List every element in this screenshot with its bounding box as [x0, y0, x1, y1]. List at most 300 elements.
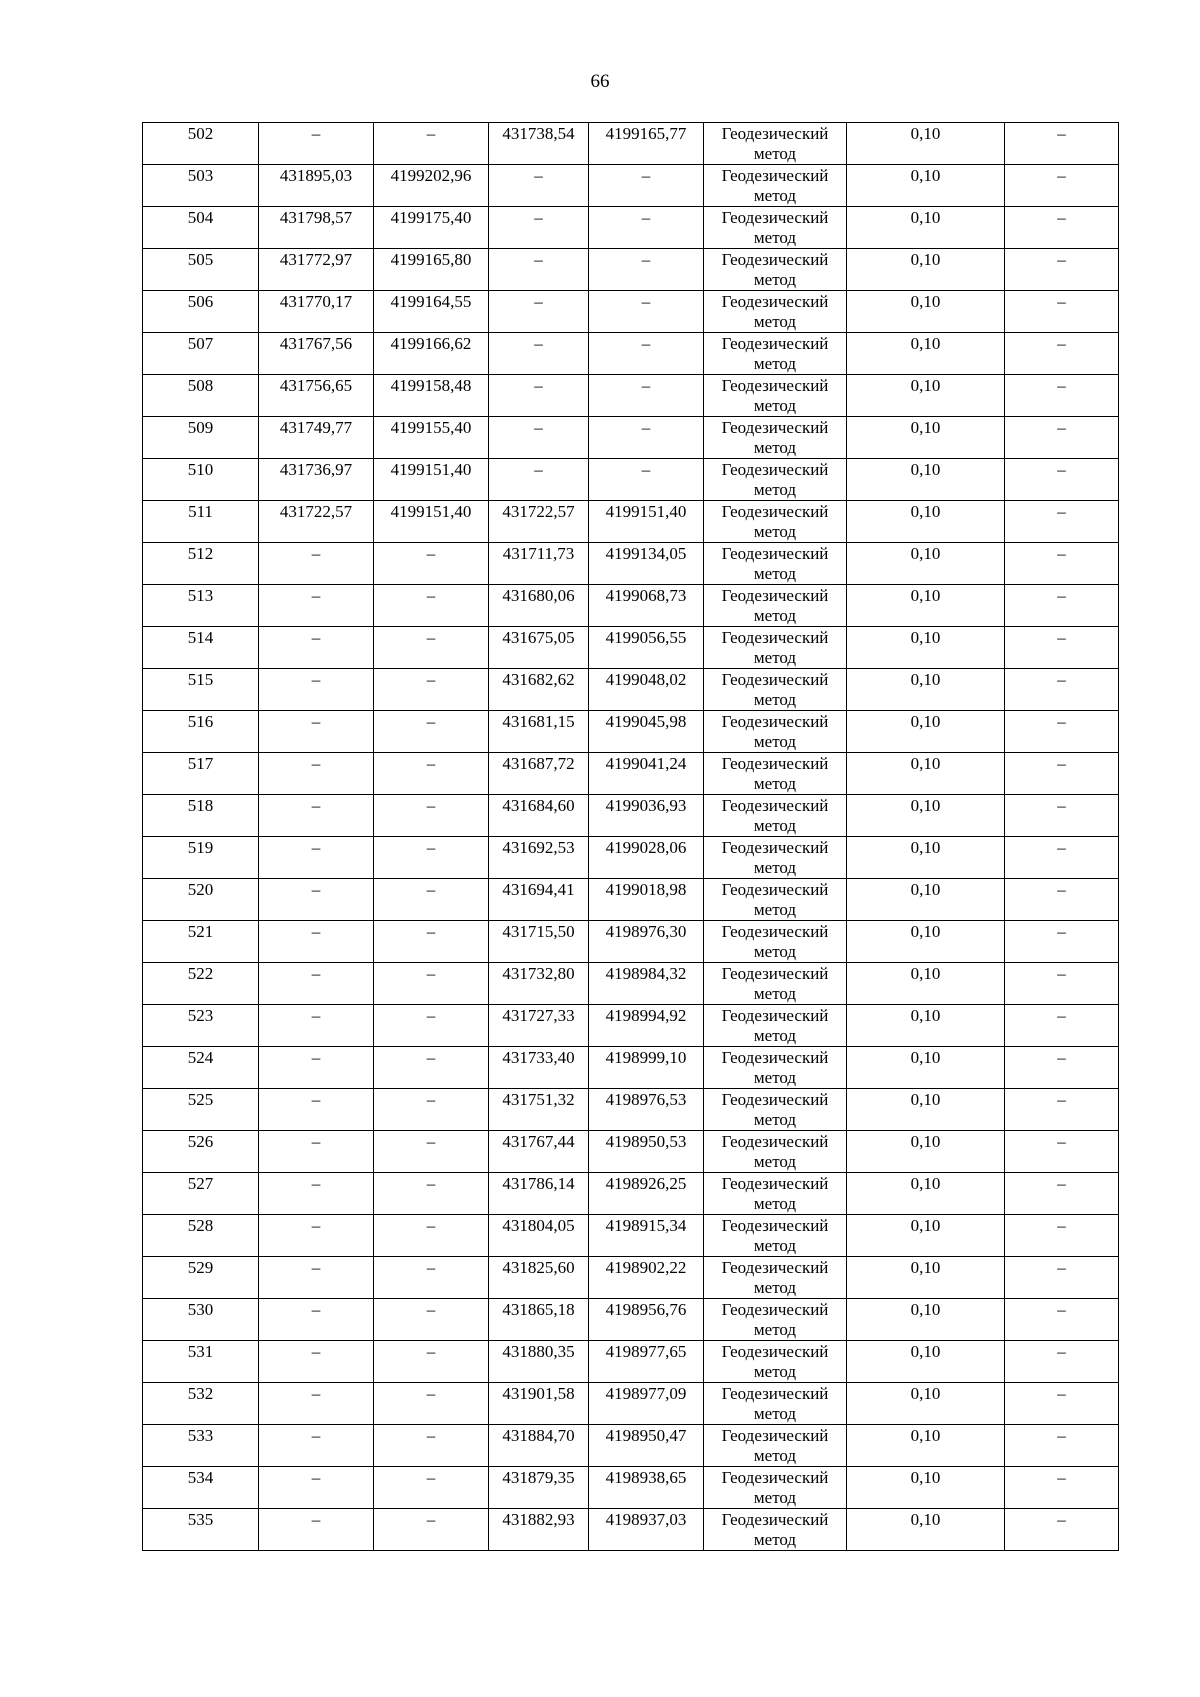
method-cell: [704, 207, 847, 249]
cell-text: 431692,53: [502, 838, 575, 857]
cell-text: 4198976,30: [605, 922, 687, 941]
cell-text: 0,10: [910, 670, 941, 689]
cell-text: –: [1057, 1132, 1066, 1151]
point-number-cell: [143, 207, 259, 249]
table-row: [143, 879, 1119, 921]
new-y-cell: [589, 669, 704, 711]
table-row: [143, 1047, 1119, 1089]
cell-text: 431681,15: [502, 712, 575, 731]
cell-text: –: [311, 124, 321, 143]
accuracy-cell: [847, 1341, 1005, 1383]
existing-x-cell: [259, 627, 374, 669]
cell-text: Геодезический метод: [721, 712, 829, 751]
existing-x-cell: [259, 207, 374, 249]
cell-text: 509: [187, 418, 214, 437]
description-cell: [1005, 669, 1119, 711]
cell-text: Геодезический метод: [721, 1300, 829, 1339]
existing-x-cell: [259, 165, 374, 207]
cell-text: 518: [187, 796, 214, 815]
accuracy-cell: [847, 207, 1005, 249]
cell-text: 0,10: [910, 838, 941, 857]
existing-x-cell: [259, 669, 374, 711]
cell-text: 431733,40: [502, 1048, 575, 1067]
accuracy-cell: [847, 1425, 1005, 1467]
table-row: [143, 543, 1119, 585]
accuracy-cell: [847, 837, 1005, 879]
existing-x-cell: [259, 1257, 374, 1299]
cell-text: 4199068,73: [605, 586, 687, 605]
cell-text: –: [426, 1468, 436, 1487]
cell-text: –: [426, 712, 436, 731]
new-x-cell: [489, 963, 589, 1005]
accuracy-cell: [847, 165, 1005, 207]
description-cell: [1005, 1299, 1119, 1341]
method-cell: [704, 1173, 847, 1215]
table-row: [143, 963, 1119, 1005]
cell-text: –: [426, 880, 436, 899]
point-number-cell: [143, 921, 259, 963]
cell-text: –: [426, 1342, 436, 1361]
cell-text: –: [311, 1048, 321, 1067]
cell-text: –: [1057, 460, 1066, 479]
new-y-cell: [589, 1089, 704, 1131]
cell-text: 4198926,25: [605, 1174, 687, 1193]
existing-x-cell: [259, 1089, 374, 1131]
cell-text: –: [426, 922, 436, 941]
cell-text: 4199165,77: [605, 124, 687, 143]
new-y-cell: [589, 1425, 704, 1467]
method-cell: [704, 1215, 847, 1257]
description-cell: [1005, 417, 1119, 459]
cell-text: –: [426, 754, 436, 773]
cell-text: –: [1057, 292, 1066, 311]
cell-text: –: [534, 208, 543, 227]
cell-text: –: [1057, 376, 1066, 395]
new-y-cell: [589, 1005, 704, 1047]
new-x-cell: [489, 711, 589, 753]
cell-text: Геодезический метод: [721, 376, 829, 415]
existing-y-cell: [374, 711, 489, 753]
cell-text: Геодезический метод: [721, 250, 829, 289]
cell-text: 4198976,53: [605, 1090, 687, 1109]
cell-text: 431770,17: [279, 292, 353, 311]
table-row: [143, 753, 1119, 795]
new-y-cell: [589, 459, 704, 501]
point-number-cell: [143, 375, 259, 417]
new-x-cell: [489, 585, 589, 627]
cell-text: 524: [187, 1048, 214, 1067]
cell-text: 4199018,98: [605, 880, 687, 899]
point-number-cell: [143, 459, 259, 501]
cell-text: Геодезический метод: [721, 208, 829, 247]
cell-text: 0,10: [910, 208, 941, 227]
new-y-cell: [589, 711, 704, 753]
cell-text: 4199028,06: [605, 838, 687, 857]
table-row: [143, 417, 1119, 459]
cell-text: –: [1057, 1510, 1066, 1529]
description-cell: [1005, 123, 1119, 165]
cell-text: –: [1057, 1006, 1066, 1025]
cell-text: –: [1057, 1258, 1066, 1277]
cell-text: 0,10: [910, 460, 941, 479]
cell-text: 506: [187, 292, 214, 311]
cell-text: –: [311, 1426, 321, 1445]
cell-text: –: [1057, 1468, 1066, 1487]
cell-text: Геодезический метод: [721, 1216, 829, 1255]
description-cell: [1005, 459, 1119, 501]
cell-text: 517: [187, 754, 214, 773]
table-row: [143, 1257, 1119, 1299]
cell-text: –: [311, 712, 321, 731]
point-number-cell: [143, 249, 259, 291]
cell-text: 535: [187, 1510, 214, 1529]
cell-text: Геодезический метод: [721, 544, 829, 583]
table-row: [143, 1215, 1119, 1257]
cell-text: 431879,35: [502, 1468, 575, 1487]
new-y-cell: [589, 1215, 704, 1257]
cell-text: Геодезический метод: [721, 460, 829, 499]
existing-y-cell: [374, 333, 489, 375]
method-cell: [704, 1047, 847, 1089]
cell-text: 431738,54: [502, 124, 575, 143]
cell-text: 4199036,93: [605, 796, 687, 815]
cell-text: 0,10: [910, 376, 941, 395]
cell-text: 516: [187, 712, 214, 731]
new-y-cell: [589, 1173, 704, 1215]
existing-x-cell: [259, 1299, 374, 1341]
cell-text: Геодезический метод: [721, 1132, 829, 1171]
cell-text: Геодезический метод: [721, 628, 829, 667]
cell-text: –: [1057, 544, 1066, 563]
method-cell: [704, 1131, 847, 1173]
table-row: [143, 1425, 1119, 1467]
cell-text: 503: [187, 166, 214, 185]
method-cell: [704, 543, 847, 585]
table-row: [143, 1173, 1119, 1215]
cell-text: 431722,57: [279, 502, 353, 521]
cell-text: 530: [187, 1300, 214, 1319]
cell-text: –: [426, 1300, 436, 1319]
method-cell: [704, 837, 847, 879]
cell-text: Геодезический метод: [721, 1510, 829, 1549]
existing-y-cell: [374, 1173, 489, 1215]
existing-y-cell: [374, 165, 489, 207]
point-number-cell: [143, 1341, 259, 1383]
cell-text: Геодезический метод: [721, 586, 829, 625]
new-x-cell: [489, 837, 589, 879]
existing-y-cell: [374, 207, 489, 249]
cell-text: –: [641, 292, 651, 311]
point-number-cell: [143, 291, 259, 333]
method-cell: [704, 123, 847, 165]
accuracy-cell: [847, 1089, 1005, 1131]
cell-text: –: [426, 1384, 436, 1403]
point-number-cell: [143, 1089, 259, 1131]
cell-text: 431825,60: [502, 1258, 575, 1277]
cell-text: –: [1057, 712, 1066, 731]
existing-x-cell: [259, 459, 374, 501]
cell-text: 4198950,47: [605, 1426, 687, 1445]
accuracy-cell: [847, 921, 1005, 963]
point-number-cell: [143, 543, 259, 585]
existing-y-cell: [374, 1215, 489, 1257]
cell-text: 431865,18: [502, 1300, 575, 1319]
existing-x-cell: [259, 1425, 374, 1467]
new-y-cell: [589, 333, 704, 375]
cell-text: –: [311, 1258, 321, 1277]
new-x-cell: [489, 1089, 589, 1131]
cell-text: –: [1057, 1300, 1066, 1319]
new-x-cell: [489, 291, 589, 333]
existing-x-cell: [259, 837, 374, 879]
cell-text: –: [1057, 754, 1066, 773]
cell-text: Геодезический метод: [721, 1048, 829, 1087]
table-row: [143, 1299, 1119, 1341]
existing-x-cell: [259, 249, 374, 291]
new-y-cell: [589, 879, 704, 921]
accuracy-cell: [847, 879, 1005, 921]
accuracy-cell: [847, 1173, 1005, 1215]
existing-x-cell: [259, 795, 374, 837]
method-cell: [704, 669, 847, 711]
point-number-cell: [143, 837, 259, 879]
cell-text: –: [1057, 922, 1066, 941]
cell-text: –: [426, 628, 436, 647]
cell-text: –: [426, 1216, 436, 1235]
cell-text: –: [311, 1216, 321, 1235]
existing-x-cell: [259, 375, 374, 417]
method-cell: [704, 1467, 847, 1509]
cell-text: –: [534, 418, 543, 437]
cell-text: Геодезический метод: [721, 964, 829, 1003]
cell-text: –: [641, 250, 651, 269]
method-cell: [704, 375, 847, 417]
description-cell: [1005, 501, 1119, 543]
cell-text: –: [534, 292, 543, 311]
cell-text: 0,10: [910, 754, 941, 773]
cell-text: –: [426, 586, 436, 605]
cell-text: Геодезический метод: [721, 1342, 829, 1381]
existing-y-cell: [374, 1299, 489, 1341]
cell-text: 0,10: [910, 1426, 941, 1445]
cell-text: 4198937,03: [605, 1510, 687, 1529]
new-x-cell: [489, 459, 589, 501]
existing-x-cell: [259, 1467, 374, 1509]
accuracy-cell: [847, 501, 1005, 543]
cell-text: 0,10: [910, 1048, 941, 1067]
cell-text: 4199202,96: [390, 166, 472, 185]
method-cell: [704, 249, 847, 291]
cell-text: 4199134,05: [605, 544, 687, 563]
cell-text: 431711,73: [502, 544, 575, 563]
existing-x-cell: [259, 291, 374, 333]
cell-text: 4198956,76: [605, 1300, 687, 1319]
cell-text: –: [1057, 250, 1066, 269]
table-row: [143, 165, 1119, 207]
description-cell: [1005, 795, 1119, 837]
new-y-cell: [589, 795, 704, 837]
table-row: [143, 207, 1119, 249]
cell-text: Геодезический метод: [721, 1174, 829, 1213]
existing-y-cell: [374, 1047, 489, 1089]
new-x-cell: [489, 249, 589, 291]
table-body: [143, 123, 1119, 1551]
cell-text: –: [1057, 166, 1066, 185]
description-cell: [1005, 711, 1119, 753]
new-y-cell: [589, 249, 704, 291]
cell-text: 4198977,09: [605, 1384, 687, 1403]
cell-text: –: [1057, 1384, 1066, 1403]
cell-text: 0,10: [910, 334, 941, 353]
cell-text: 511: [188, 502, 213, 521]
cell-text: 431684,60: [502, 796, 575, 815]
description-cell: [1005, 1257, 1119, 1299]
accuracy-cell: [847, 543, 1005, 585]
cell-text: Геодезический метод: [721, 1006, 829, 1045]
existing-x-cell: [259, 963, 374, 1005]
cell-text: –: [641, 376, 651, 395]
cell-text: –: [1057, 418, 1066, 437]
cell-text: 0,10: [910, 880, 941, 899]
existing-y-cell: [374, 837, 489, 879]
cell-text: 0,10: [910, 250, 941, 269]
cell-text: 0,10: [910, 292, 941, 311]
cell-text: –: [311, 880, 321, 899]
existing-y-cell: [374, 1383, 489, 1425]
cell-text: 532: [187, 1384, 214, 1403]
point-number-cell: [143, 879, 259, 921]
cell-text: –: [534, 250, 543, 269]
new-x-cell: [489, 333, 589, 375]
new-x-cell: [489, 1509, 589, 1551]
cell-text: 431804,05: [502, 1216, 575, 1235]
new-y-cell: [589, 837, 704, 879]
method-cell: [704, 333, 847, 375]
cell-text: 4198915,34: [605, 1216, 687, 1235]
accuracy-cell: [847, 1131, 1005, 1173]
cell-text: 0,10: [910, 1174, 941, 1193]
cell-text: –: [1057, 1426, 1066, 1445]
new-x-cell: [489, 1173, 589, 1215]
method-cell: [704, 963, 847, 1005]
cell-text: –: [311, 922, 321, 941]
existing-x-cell: [259, 879, 374, 921]
cell-text: 4199175,40: [390, 208, 472, 227]
new-x-cell: [489, 669, 589, 711]
method-cell: [704, 921, 847, 963]
cell-text: 4198938,65: [605, 1468, 687, 1487]
new-y-cell: [589, 291, 704, 333]
new-x-cell: [489, 123, 589, 165]
cell-text: –: [1057, 1174, 1066, 1193]
method-cell: [704, 501, 847, 543]
description-cell: [1005, 165, 1119, 207]
cell-text: 4199151,40: [605, 502, 687, 521]
point-number-cell: [143, 1173, 259, 1215]
cell-text: 4199041,24: [605, 754, 687, 773]
new-y-cell: [589, 417, 704, 459]
existing-y-cell: [374, 1005, 489, 1047]
cell-text: –: [311, 964, 321, 983]
description-cell: [1005, 1215, 1119, 1257]
new-y-cell: [589, 921, 704, 963]
cell-text: 431882,93: [502, 1510, 575, 1529]
cell-text: –: [1057, 586, 1066, 605]
coordinates-table: [142, 122, 1119, 1551]
cell-text: 515: [187, 670, 214, 689]
method-cell: [704, 165, 847, 207]
new-x-cell: [489, 165, 589, 207]
cell-text: 525: [187, 1090, 214, 1109]
accuracy-cell: [847, 1467, 1005, 1509]
cell-text: 431682,62: [502, 670, 575, 689]
existing-x-cell: [259, 711, 374, 753]
cell-text: 513: [187, 586, 214, 605]
new-x-cell: [489, 921, 589, 963]
description-cell: [1005, 1425, 1119, 1467]
cell-text: –: [534, 376, 543, 395]
cell-text: –: [426, 124, 436, 143]
cell-text: –: [311, 628, 321, 647]
accuracy-cell: [847, 1299, 1005, 1341]
point-number-cell: [143, 333, 259, 375]
existing-x-cell: [259, 1131, 374, 1173]
cell-text: 431722,57: [502, 502, 575, 521]
cell-text: Геодезический метод: [721, 754, 829, 793]
existing-y-cell: [374, 1509, 489, 1551]
cell-text: Геодезический метод: [721, 670, 829, 709]
accuracy-cell: [847, 1509, 1005, 1551]
new-x-cell: [489, 1215, 589, 1257]
existing-x-cell: [259, 585, 374, 627]
cell-text: Геодезический метод: [721, 292, 829, 331]
method-cell: [704, 879, 847, 921]
method-cell: [704, 1425, 847, 1467]
cell-text: –: [426, 1510, 436, 1529]
table-row: [143, 837, 1119, 879]
table-row: [143, 375, 1119, 417]
method-cell: [704, 1509, 847, 1551]
table-row: [143, 249, 1119, 291]
cell-text: –: [1057, 670, 1066, 689]
cell-text: 431901,58: [502, 1384, 575, 1403]
new-y-cell: [589, 165, 704, 207]
new-x-cell: [489, 1383, 589, 1425]
cell-text: 528: [187, 1216, 214, 1235]
cell-text: –: [426, 964, 436, 983]
method-cell: [704, 1383, 847, 1425]
cell-text: 0,10: [910, 922, 941, 941]
table-row: [143, 711, 1119, 753]
cell-text: 0,10: [910, 1006, 941, 1025]
new-x-cell: [489, 1257, 589, 1299]
cell-text: 4199164,55: [390, 292, 472, 311]
cell-text: –: [1057, 334, 1066, 353]
cell-text: 4199165,80: [390, 250, 472, 269]
cell-text: –: [426, 1132, 436, 1151]
existing-y-cell: [374, 585, 489, 627]
point-number-cell: [143, 963, 259, 1005]
point-number-cell: [143, 1257, 259, 1299]
description-cell: [1005, 585, 1119, 627]
existing-x-cell: [259, 1383, 374, 1425]
description-cell: [1005, 1005, 1119, 1047]
cell-text: 508: [187, 376, 214, 395]
cell-text: 531: [187, 1342, 214, 1361]
description-cell: [1005, 333, 1119, 375]
cell-text: 4199045,98: [605, 712, 687, 731]
accuracy-cell: [847, 1257, 1005, 1299]
